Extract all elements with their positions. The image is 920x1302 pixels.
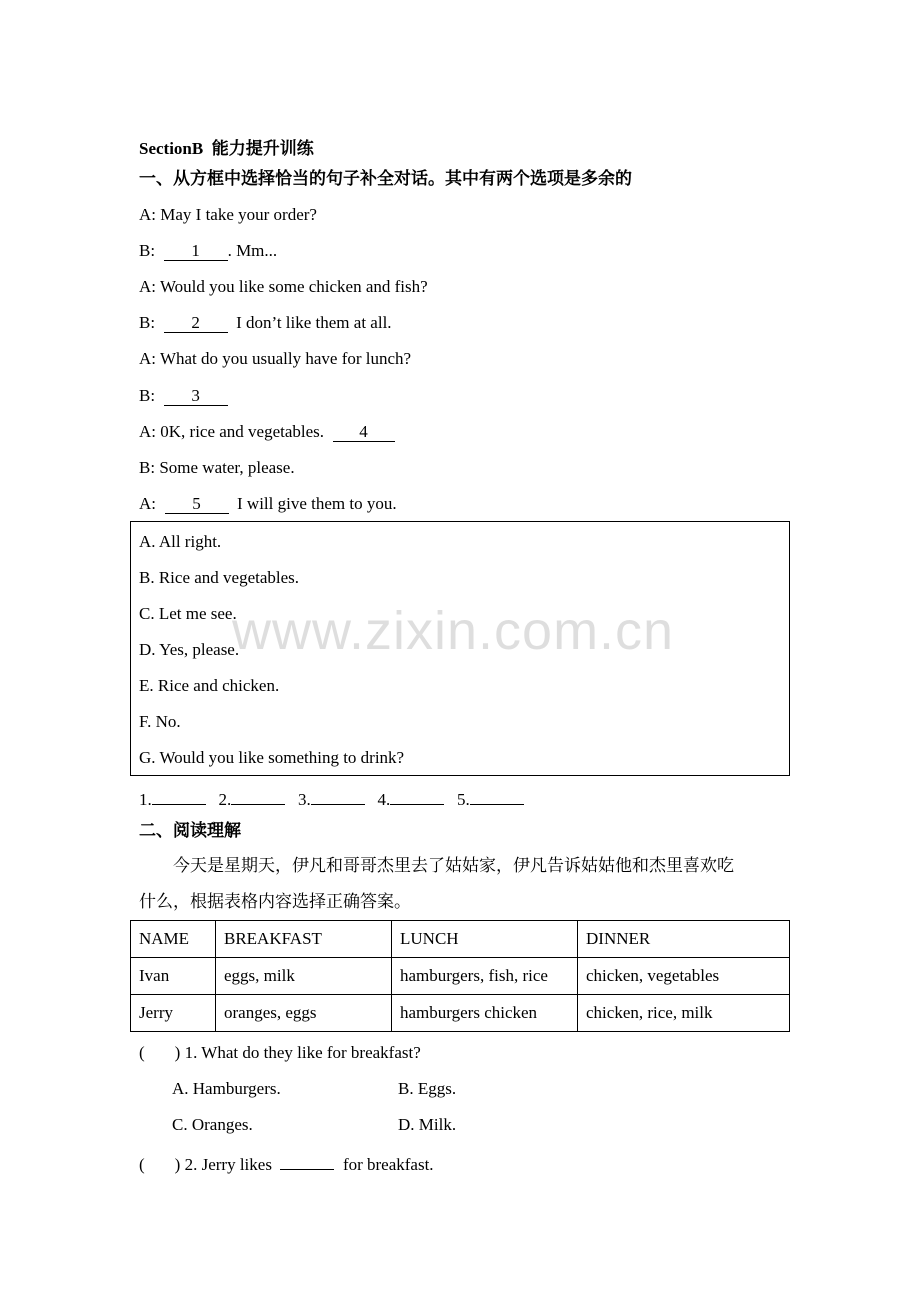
answer-blank-5[interactable]: 5 — [165, 495, 229, 514]
dialogue-line-5 — [139, 349, 411, 369]
speaker: A: — [139, 277, 156, 296]
table-header-row — [131, 921, 790, 958]
answer-field-3[interactable] — [311, 786, 365, 805]
answer-paren-open: ( — [139, 1043, 145, 1062]
q1-option-c: C. Oranges. — [172, 1115, 253, 1134]
section-title: 能力提升训练 — [211, 139, 314, 158]
line-text: . Mm... — [227, 241, 278, 260]
speaker: A: — [139, 205, 156, 224]
table-cell: eggs, milk — [216, 958, 392, 995]
question-text-before: 2. Jerry likes — [184, 1155, 272, 1174]
dialogue-line-8 — [139, 458, 295, 478]
line-text: I will give them to you. — [237, 494, 397, 513]
q1-option-a: A. Hamburgers. — [172, 1079, 281, 1098]
line-text: Would you like some chicken and fish? — [159, 277, 428, 296]
answer-paren-close: ) — [174, 1043, 181, 1062]
option-d: D. Yes, please. — [139, 640, 240, 659]
answer-label-1: 1. — [139, 790, 152, 809]
line-text: I don’t like them at all. — [236, 313, 392, 332]
dialogue-line-1 — [139, 205, 317, 225]
line-text: Some water, please. — [159, 458, 295, 477]
table-row — [131, 958, 790, 995]
question-1 — [139, 1043, 421, 1063]
answer-label-3: 3. — [298, 790, 311, 809]
dialogue-line-7 — [139, 422, 395, 442]
option-c: C. Let me see. — [139, 604, 237, 623]
speaker: B: — [139, 458, 156, 477]
answer-blank-2[interactable]: 2 — [164, 314, 228, 333]
table-header: LUNCH — [392, 921, 578, 958]
part2-heading: 二、阅读理解 — [139, 821, 241, 840]
table-row — [131, 995, 790, 1032]
speaker: B: — [139, 313, 156, 332]
watermark: www.zixin.com.cn — [232, 601, 675, 661]
answer-paren-close: ) — [174, 1155, 181, 1174]
option-b: B. Rice and vegetables. — [139, 568, 300, 587]
dialogue-line-3 — [139, 277, 428, 297]
dialogue-line-6 — [139, 386, 228, 406]
food-table — [130, 920, 790, 1032]
part1-heading: 一、从方框中选择恰当的句子补全对话。其中有两个选项是多余的 — [139, 169, 632, 188]
dialogue-line-4 — [139, 313, 392, 333]
table-header: NAME — [131, 921, 216, 958]
table-header: BREAKFAST — [216, 921, 392, 958]
question-text: 1. What do they like for breakfast? — [184, 1043, 421, 1062]
option-a: A. All right. — [139, 532, 222, 551]
speaker: A: — [139, 422, 156, 441]
line-text: May I take your order? — [160, 205, 317, 224]
part2-intro-line2: 什么，根据表格内容选择正确答案。 — [139, 892, 411, 911]
answer-row — [139, 786, 524, 810]
question-2 — [139, 1151, 434, 1175]
answer-blank-1[interactable]: 1 — [164, 242, 228, 261]
part2-intro-line1: 今天是星期天，伊凡和哥哥杰里去了姑姑家，伊凡告诉姑姑他和杰里喜欢吃 — [173, 856, 734, 875]
table-cell: chicken, vegetables — [578, 958, 790, 995]
speaker: B: — [139, 241, 156, 260]
answer-blank-3[interactable]: 3 — [164, 387, 228, 406]
q1-option-b: B. Eggs. — [398, 1079, 457, 1098]
table-cell: chicken, rice, milk — [578, 995, 790, 1032]
option-g: G. Would you like something to drink? — [139, 748, 405, 767]
answer-field-1[interactable] — [152, 786, 206, 805]
answer-blank-4[interactable]: 4 — [333, 423, 395, 442]
dialogue-line-2 — [139, 241, 277, 261]
answer-label-2: 2. — [218, 790, 232, 809]
speaker: A: — [139, 349, 156, 368]
answer-field-5[interactable] — [470, 786, 524, 805]
section-label: SectionB — [139, 139, 204, 158]
speaker: A: — [139, 494, 156, 513]
table-cell: Ivan — [131, 958, 216, 995]
speaker: B: — [139, 386, 156, 405]
table-cell: hamburgers, fish, rice — [392, 958, 578, 995]
line-text: What do you usually have for lunch? — [159, 349, 412, 368]
dialogue-line-9 — [139, 494, 397, 514]
line-text: 0K, rice and vegetables. — [160, 422, 325, 441]
q1-option-d: D. Milk. — [398, 1115, 457, 1134]
table-cell: Jerry — [131, 995, 216, 1032]
answer-label-4: 4. — [377, 790, 391, 809]
table-cell: oranges, eggs — [216, 995, 392, 1032]
answer-field-2[interactable] — [231, 786, 285, 805]
option-f: F. No. — [139, 712, 181, 731]
table-header: DINNER — [578, 921, 790, 958]
q2-blank[interactable] — [280, 1151, 334, 1170]
answer-label-5: 5. — [457, 790, 470, 809]
question-text-after: for breakfast. — [342, 1155, 434, 1174]
answer-field-4[interactable] — [390, 786, 444, 805]
table-cell: hamburgers chicken — [392, 995, 578, 1032]
answer-paren-open: ( — [139, 1155, 145, 1174]
option-e: E. Rice and chicken. — [139, 676, 280, 695]
section-header — [139, 139, 314, 159]
